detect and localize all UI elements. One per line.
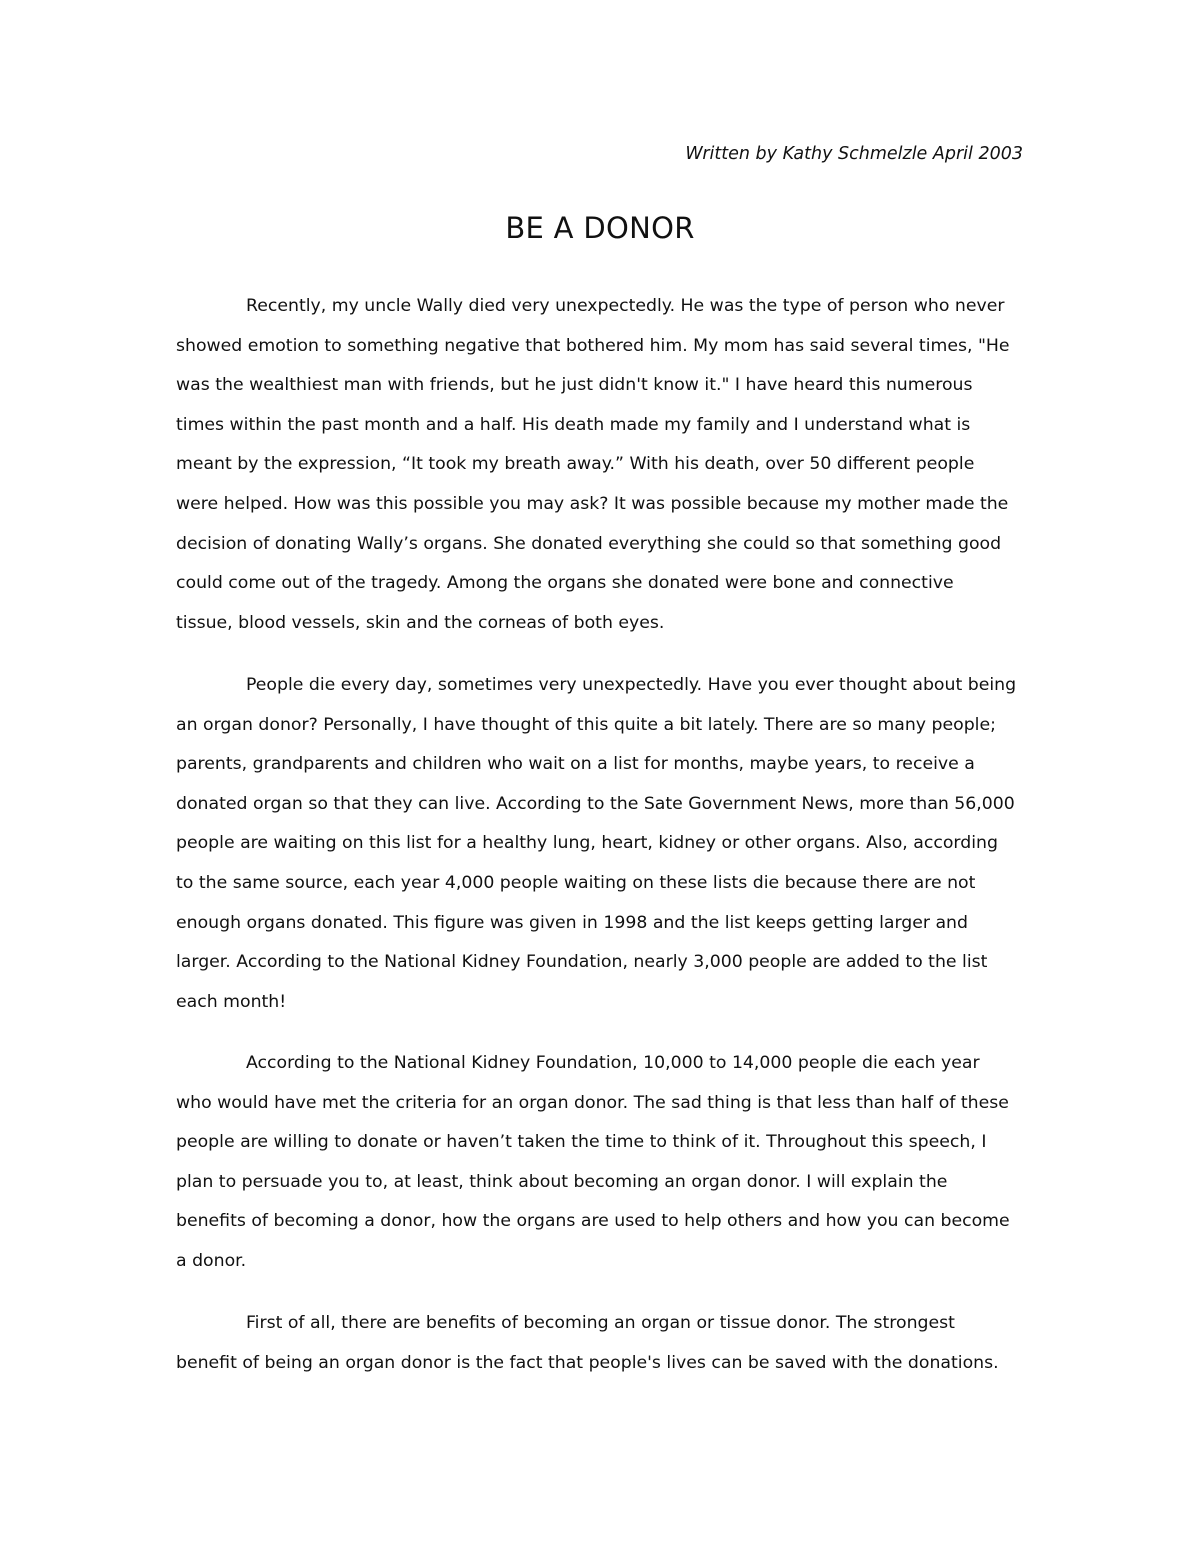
text-line: According to the National Kidney Foundation, 10,000 to 14,000 people die each year [246, 1053, 980, 1073]
document-title: BE A DONOR [505, 211, 695, 245]
text-line: were helped. How was this possible you may ask? It was possible because my mother made the [176, 493, 1009, 514]
text-line: could come out of the tragedy. Among the organs she donated were bone and connective [176, 573, 954, 594]
text-line: meant by the expression, “It took my breath away.” With his death, over 50 different people [176, 454, 975, 475]
text-line: each month! [176, 991, 287, 1012]
text-line: decision of donating Wally’s organs. She donated everything she could so that something good [176, 533, 1002, 554]
text-line: who would have met the criteria for an organ donor. The sad thing is that less than half of these [176, 1092, 1009, 1113]
text-line: larger. According to the National Kidney Foundation, nearly 3,000 people are added to the list [176, 952, 988, 973]
text-line: people are waiting on this list for a healthy lung, heart, kidney or other organs. Also, according [176, 833, 998, 854]
text-line: times within the past month and a half. His death made my family and I understand what is [176, 414, 971, 435]
text-line: First of all, there are benefits of becoming an organ or tissue donor. The strongest [246, 1313, 955, 1333]
text-line: donated organ so that they can live. According to the Sate Government News, more than 56,000 [176, 793, 1015, 814]
text-line: an organ donor? Personally, I have thought of this quite a bit lately. There are so many people; [176, 714, 996, 735]
text-line: People die every day, sometimes very unexpectedly. Have you ever thought about being [246, 675, 1017, 695]
text-line: to the same source, each year 4,000 people waiting on these lists die because there are not [176, 872, 976, 893]
paragraph-1 [176, 287, 1026, 643]
text-line: Recently, my uncle Wally died very unexpectedly. He was the type of person who never [246, 296, 1005, 316]
text-line: people are willing to donate or haven’t taken the time to think of it. Throughout this speech, I [176, 1132, 987, 1153]
text-line: plan to persuade you to, at least, think about becoming an organ donor. I will explain the [176, 1171, 948, 1192]
text-line: showed emotion to something negative that bothered him. My mom has said several times, "He [176, 335, 1010, 356]
paragraph-2 [176, 666, 1026, 1022]
text-line: a donor. [176, 1250, 247, 1271]
paragraph-4 [176, 1304, 1026, 1383]
paragraph-3 [176, 1044, 1026, 1282]
text-line: benefit of being an organ donor is the fact that people's lives can be saved with the donations. [176, 1352, 999, 1373]
byline: Written by Kathy Schmelzle April 2003 [685, 144, 1023, 164]
text-line: tissue, blood vessels, skin and the corneas of both eyes. [176, 612, 665, 633]
text-line: enough organs donated. This figure was given in 1998 and the list keeps getting larger and [176, 912, 968, 933]
text-line: was the wealthiest man with friends, but he just didn't know it." I have heard this numerous [176, 375, 973, 396]
text-line: parents, grandparents and children who wait on a list for months, maybe years, to receive a [176, 754, 975, 775]
text-line: benefits of becoming a donor, how the organs are used to help others and how you can become [176, 1211, 1010, 1232]
